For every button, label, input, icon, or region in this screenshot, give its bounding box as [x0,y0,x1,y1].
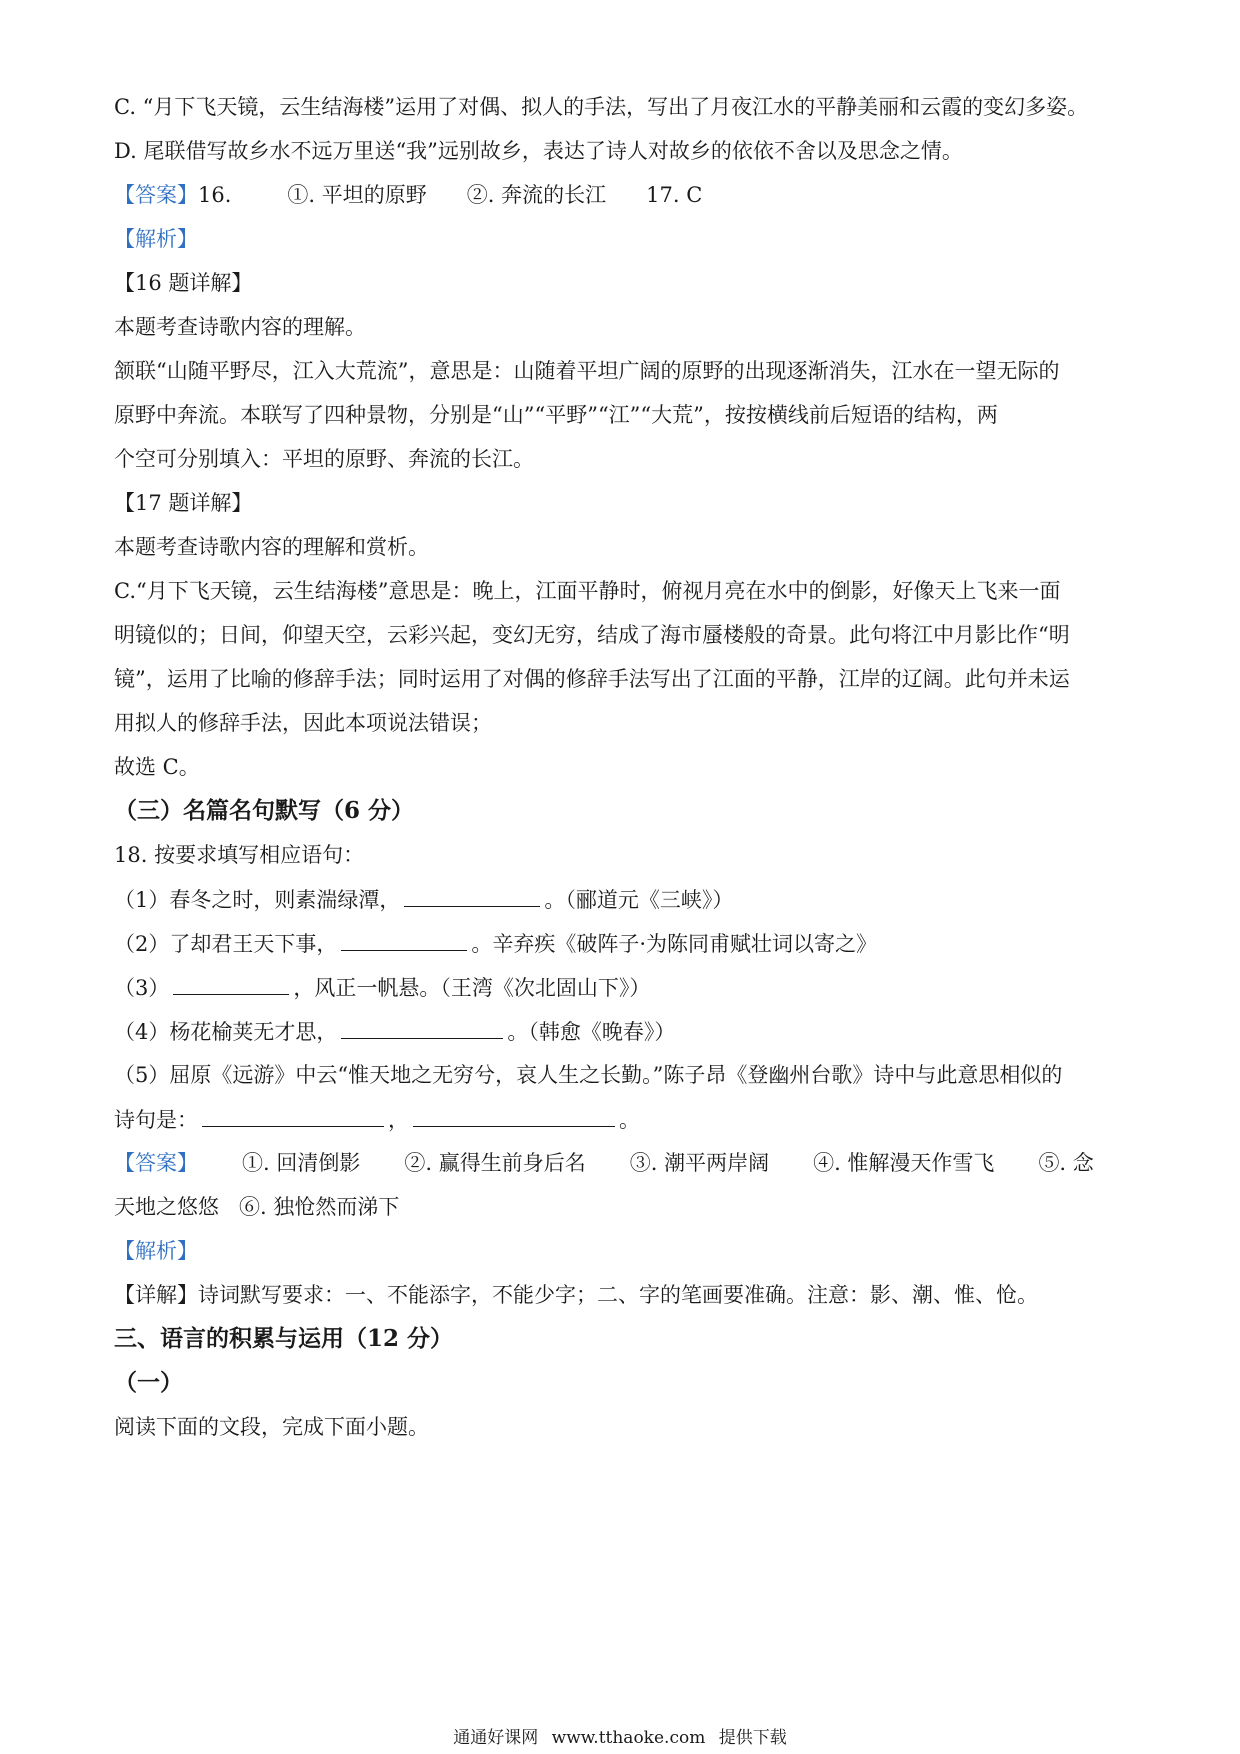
fill-item-3: （3） ，风正一帆悬。（王湾《次北固山下》） [114,972,650,1003]
q17-heading: 【17 题详解】 [114,491,253,515]
paragraph-line: 颔联“山随平野尽，江入大荒流”，意思是：山随着平坦广阔的原野的出现逐渐消失，江水在一望无际的 [114,359,1060,383]
answer-item: ⑤. 念 [1038,1151,1094,1175]
fill-blank[interactable] [202,1104,384,1127]
answer-item: 天地之悠悠 [114,1195,219,1219]
paragraph-line: 故选 C。 [114,755,200,779]
paragraph-line: 明镜似的；日间，仰望天空，云彩兴起，变幻无穷，结成了海市蜃楼般的奇景。此句将江中月影比作“明 [114,623,1070,647]
fill-item-5-cont: 诗句是： ， 。 [114,1104,640,1135]
paragraph-line: C.“月下飞天镜，云生结海楼”意思是：晚上，江面平静时，俯视月亮在水中的倒影，好像天上飞来一面 [114,579,1061,603]
section-heading: （三）名篇名句默写（6 分） [114,797,415,824]
answer-tag: 【答案】 [114,183,198,207]
fill-item-1: （1）春冬之时，则素湍绿潭， 。（郦道元《三峡》） [114,884,733,915]
detail-tag: 【详解】 [114,1283,198,1307]
paragraph-line: 本题考查诗歌内容的理解和赏析。 [114,535,429,559]
answer-item: ③. 潮平两岸阔 [629,1151,770,1175]
fill-blank[interactable] [341,1016,503,1039]
answer-item: ①. 平坦的原野 [287,183,427,207]
answer-line-2 [114,1148,1094,1178]
answer-item: ④. 惟解漫天作雪飞 [813,1151,995,1175]
subsection-heading: （一） [114,1369,183,1396]
paragraph-line: 原野中奔流。本联写了四种景物，分别是“山”“平野”“江”“大荒”，按按横线前后短语的结构，两 [114,403,998,427]
analysis-tag: 【解析】 [114,1239,198,1263]
option-c: C. “月下飞天镜，云生结海楼”运用了对偶、拟人的手法，写出了月夜江水的平静美丽和云霞的变幻多姿。 [114,95,1089,119]
paragraph-line: 镜”，运用了比喻的修辞手法；同时运用了对偶的修辞手法写出了江面的平静，江岸的辽阔。此句并未运 [114,667,1070,691]
fill-item-5: （5）屈原《远游》中云“惟天地之无穷兮，哀人生之长勤。”陈子昂《登幽州台歌》诗中与此意思相似的 [114,1063,1063,1087]
answer-tag: 【答案】 [114,1151,198,1175]
answer-item: ②. 赢得生前身后名 [404,1151,586,1175]
fill-blank[interactable] [341,928,467,951]
fill-blank[interactable] [413,1104,615,1127]
instruction-line: 阅读下面的文段，完成下面小题。 [114,1415,429,1439]
page-footer [0,1726,1240,1750]
fill-item-4: （4）杨花榆荚无才思， 。（韩愈《晚春》） [114,1016,675,1047]
footer-url[interactable]: www.tthaoke.com [551,1728,706,1748]
fill-item-2: （2）了却君王天下事， 。辛弃疾《破阵子·为陈同甫赋壮词以寄之》 [114,928,877,959]
paragraph-line: 本题考查诗歌内容的理解。 [114,315,366,339]
option-d: D. 尾联借写故乡水不远万里送“我”远别故乡，表达了诗人对故乡的依依不舍以及思念之情。 [114,139,963,163]
answer-item: ⑥. 独怆然而涕下 [239,1195,400,1219]
paragraph-line: 个空可分别填入：平坦的原野、奔流的长江。 [114,447,534,471]
answer-num-16: 16. [198,183,232,207]
answer-item: ①. 回清倒影 [242,1151,361,1175]
answer-item: 17. C [646,183,703,207]
detail-line: 【详解】诗词默写要求：一、不能添字，不能少字；二、字的笔画要准确。注意：影、潮、惟、怆。 [114,1283,1038,1307]
analysis-tag: 【解析】 [114,227,198,251]
section-heading: 三、语言的积累与运用（12 分） [114,1325,454,1352]
paragraph-line: 用拟人的修辞手法，因此本项说法错误； [114,711,492,735]
fill-blank[interactable] [404,884,540,907]
q16-heading: 【16 题详解】 [114,271,253,295]
question-18: 18. 按要求填写相应语句： [114,843,365,867]
footer-note: 提供下载 [718,1728,787,1748]
fill-blank[interactable] [173,972,289,995]
answer-line-2-cont [114,1192,399,1222]
answer-line-1 [114,180,702,210]
footer-site: 通通好课网 [453,1728,539,1748]
answer-item: ②. 奔流的长江 [466,183,607,207]
